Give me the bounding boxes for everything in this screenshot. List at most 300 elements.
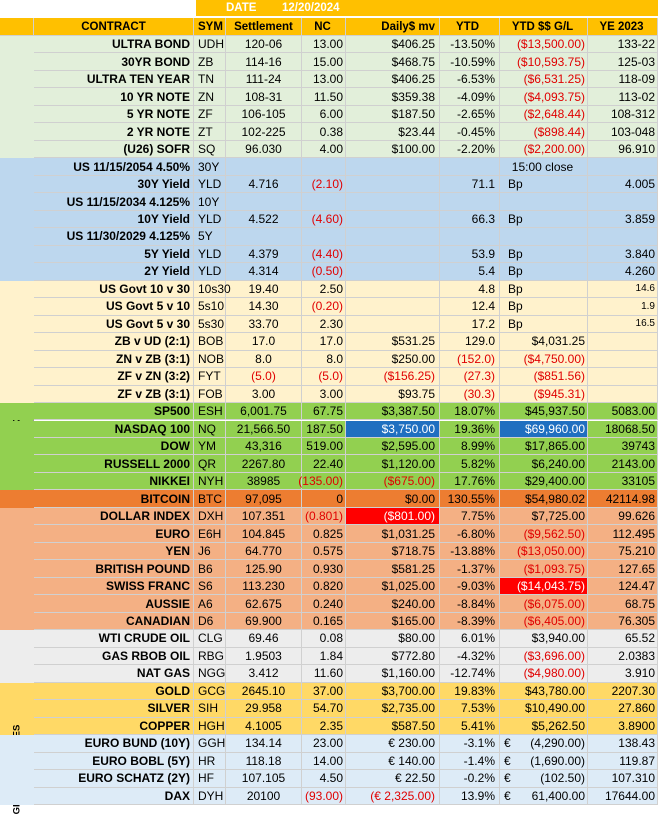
symbol-cell[interactable]: NGG [194,665,226,682]
daily-mv-cell[interactable]: $1,120.00 [346,455,440,472]
net-change-cell[interactable]: 11.50 [302,88,346,105]
symbol-cell[interactable]: GGH [194,735,226,752]
net-change-cell[interactable]: 37.00 [302,683,346,700]
ye-2023-cell[interactable]: 3.859 [588,211,658,228]
settlement-cell[interactable]: 134.14 [226,735,302,752]
daily-mv-cell[interactable]: $468.75 [346,53,440,70]
ye-2023-cell[interactable]: 133-22 [588,36,658,53]
ye-2023-cell[interactable] [588,351,658,368]
settlement-cell[interactable]: 69.900 [226,613,302,630]
ytd-gl-cell[interactable] [500,158,588,175]
symbol-cell[interactable]: 5s10 [194,298,226,315]
net-change-cell[interactable]: (135.00) [302,473,346,490]
ye-2023-cell[interactable]: 108-312 [588,106,658,123]
daily-mv-cell[interactable]: $359.38 [346,88,440,105]
ytd-cell[interactable] [440,386,500,403]
ye-2023-cell[interactable]: 75.210 [588,543,658,560]
contract-cell[interactable]: BRITISH POUND [34,560,194,577]
symbol-cell[interactable]: E6H [194,525,226,542]
ytd-cell[interactable] [440,403,500,420]
contract-cell[interactable]: ZF v ZB (3:1) [34,386,194,403]
symbol-cell[interactable]: YLD [194,246,226,263]
net-change-cell[interactable]: 11.60 [302,665,346,682]
ytd-cell[interactable] [440,665,500,682]
symbol-cell[interactable]: J6 [194,543,226,560]
contract-cell[interactable]: GOLD [34,683,194,700]
ytd-cell[interactable] [440,106,500,123]
ytd-cell[interactable] [440,333,500,350]
settlement-cell[interactable]: 21,566.50 [226,421,302,438]
ye-2023-cell[interactable] [588,368,658,385]
ytd-gl-cell[interactable] [500,316,588,333]
contract-cell[interactable]: EURO SCHATZ (2Y) [34,770,194,787]
settlement-cell[interactable]: 114-16 [226,53,302,70]
daily-mv-cell[interactable]: € 22.50 [346,770,440,787]
ytd-cell[interactable] [440,490,500,507]
ye-2023-cell[interactable]: 119.87 [588,753,658,770]
net-change-cell[interactable]: 22.40 [302,455,346,472]
ytd-cell[interactable] [440,421,500,438]
contract-cell[interactable]: NASDAQ 100 [34,421,194,438]
ytd-cell[interactable] [440,613,500,630]
ye-2023-cell[interactable]: 18068.50 [588,421,658,438]
contract-cell[interactable]: BITCOIN [34,490,194,507]
settlement-cell[interactable] [226,228,302,245]
ye-2023-cell[interactable]: 138.43 [588,735,658,752]
ytd-gl-cell[interactable] [500,228,588,245]
contract-cell[interactable]: YEN [34,543,194,560]
daily-mv-cell[interactable]: $587.50 [346,718,440,735]
contract-cell[interactable]: ULTRA TEN YEAR [34,71,194,88]
settlement-cell[interactable]: 69.46 [226,630,302,647]
ytd-gl-cell[interactable] [500,560,588,577]
ytd-gl-cell[interactable] [500,770,588,787]
settlement-cell[interactable]: 14.30 [226,298,302,315]
symbol-cell[interactable]: S6 [194,578,226,595]
ye-2023-cell[interactable]: 113-02 [588,88,658,105]
daily-mv-cell[interactable] [346,316,440,333]
ytd-gl-cell[interactable] [500,246,588,263]
contract-cell[interactable]: US 11/30/2029 4.125% [34,228,194,245]
contract-cell[interactable]: US Govt 5 v 30 [34,316,194,333]
net-change-cell[interactable]: 0.165 [302,613,346,630]
daily-mv-cell[interactable] [346,228,440,245]
symbol-cell[interactable]: BTC [194,490,226,507]
ytd-gl-cell[interactable] [500,595,588,612]
daily-mv-cell[interactable]: $406.25 [346,36,440,53]
ye-2023-cell[interactable]: 68.75 [588,595,658,612]
contract-cell[interactable]: US Govt 5 v 10 [34,298,194,315]
net-change-cell[interactable]: 14.00 [302,753,346,770]
ytd-cell[interactable] [440,298,500,315]
ytd-cell[interactable] [440,53,500,70]
date-value[interactable]: 12/20/2024 [282,2,340,14]
ytd-gl-cell[interactable] [500,281,588,298]
net-change-cell[interactable]: 13.00 [302,71,346,88]
daily-mv-cell[interactable]: ($156.25) [346,368,440,385]
ytd-gl-cell[interactable] [500,525,588,542]
daily-mv-cell[interactable]: $772.80 [346,648,440,665]
ytd-cell[interactable] [440,630,500,647]
ytd-gl-cell[interactable] [500,333,588,350]
net-change-cell[interactable]: (0.50) [302,263,346,280]
net-change-cell[interactable]: 4.00 [302,141,346,158]
contract-cell[interactable]: NIKKEI [34,473,194,490]
col-daily-mv[interactable]: Daily$ mv [346,18,440,36]
ye-2023-cell[interactable]: 17644.00 [588,788,658,805]
daily-mv-cell[interactable]: $3,700.00 [346,683,440,700]
net-change-cell[interactable]: 6.00 [302,106,346,123]
net-change-cell[interactable]: 2.35 [302,718,346,735]
ytd-gl-cell[interactable] [500,403,588,420]
settlement-cell[interactable]: 104.845 [226,525,302,542]
symbol-cell[interactable]: 5s30 [194,316,226,333]
symbol-cell[interactable]: QR [194,455,226,472]
contract-cell[interactable]: AUSSIE [34,595,194,612]
contract-cell[interactable]: EURO BOBL (5Y) [34,753,194,770]
ye-2023-cell[interactable]: 118-09 [588,71,658,88]
daily-mv-cell[interactable]: $406.25 [346,71,440,88]
settlement-cell[interactable]: 96.030 [226,141,302,158]
symbol-cell[interactable]: 5Y [194,228,226,245]
ytd-gl-cell[interactable] [500,36,588,53]
ytd-gl-cell[interactable] [500,123,588,140]
ytd-cell[interactable] [440,158,500,175]
ye-2023-cell[interactable]: 39743 [588,438,658,455]
net-change-cell[interactable] [302,228,346,245]
settlement-cell[interactable]: 8.0 [226,351,302,368]
symbol-cell[interactable]: YM [194,438,226,455]
settlement-cell[interactable]: 1.9503 [226,648,302,665]
settlement-cell[interactable]: 62.675 [226,595,302,612]
symbol-cell[interactable]: DXH [194,508,226,525]
settlement-cell[interactable] [226,158,302,175]
ye-2023-cell[interactable]: 65.52 [588,630,658,647]
contract-cell[interactable]: ZB v UD (2:1) [34,333,194,350]
net-change-cell[interactable]: (4.60) [302,211,346,228]
symbol-cell[interactable]: ZB [194,53,226,70]
contract-cell[interactable]: SWISS FRANC [34,578,194,595]
symbol-cell[interactable]: UDH [194,36,226,53]
ye-2023-cell[interactable]: 124.47 [588,578,658,595]
ytd-gl-cell[interactable] [500,176,588,193]
ye-2023-cell[interactable]: 125-03 [588,53,658,70]
settlement-cell[interactable]: 20100 [226,788,302,805]
settlement-cell[interactable]: 33.70 [226,316,302,333]
settlement-cell[interactable]: 107.351 [226,508,302,525]
daily-mv-cell[interactable]: ($675.00) [346,473,440,490]
ytd-cell[interactable] [440,316,500,333]
ytd-gl-cell[interactable] [500,351,588,368]
ytd-gl-cell[interactable] [500,718,588,735]
ye-2023-cell[interactable]: 1.9 [588,298,658,315]
daily-mv-cell[interactable]: $1,031.25 [346,525,440,542]
settlement-cell[interactable]: 29.958 [226,700,302,717]
ytd-cell[interactable] [440,508,500,525]
symbol-cell[interactable]: 10s30 [194,281,226,298]
daily-mv-cell[interactable] [346,211,440,228]
settlement-cell[interactable]: 3.00 [226,386,302,403]
ytd-gl-cell[interactable] [500,438,588,455]
settlement-cell[interactable]: 4.1005 [226,718,302,735]
ytd-cell[interactable] [440,368,500,385]
ytd-cell[interactable] [440,578,500,595]
ytd-gl-cell[interactable] [500,665,588,682]
net-change-cell[interactable]: (93.00) [302,788,346,805]
ye-2023-cell[interactable]: 127.65 [588,560,658,577]
symbol-cell[interactable]: FYT [194,368,226,385]
net-change-cell[interactable]: 2.50 [302,281,346,298]
col-contract[interactable]: CONTRACT [34,18,194,36]
daily-mv-cell[interactable]: $581.25 [346,560,440,577]
contract-cell[interactable]: 5Y Yield [34,246,194,263]
symbol-cell[interactable]: CLG [194,630,226,647]
ytd-cell[interactable] [440,718,500,735]
net-change-cell[interactable]: 0.930 [302,560,346,577]
daily-mv-cell[interactable]: $250.00 [346,351,440,368]
daily-mv-cell[interactable]: $531.25 [346,333,440,350]
settlement-cell[interactable]: (5.0) [226,368,302,385]
contract-cell[interactable]: US 11/15/2054 4.50% [34,158,194,175]
net-change-cell[interactable]: 519.00 [302,438,346,455]
ye-2023-cell[interactable]: 4.260 [588,263,658,280]
symbol-cell[interactable]: YLD [194,176,226,193]
ytd-cell[interactable] [440,543,500,560]
settlement-cell[interactable]: 108-31 [226,88,302,105]
ytd-cell[interactable] [440,211,500,228]
ytd-gl-cell[interactable] [500,735,588,752]
daily-mv-cell[interactable]: $0.00 [346,490,440,507]
ye-2023-cell[interactable]: 14.6 [588,281,658,298]
ye-2023-cell[interactable]: 2.0383 [588,648,658,665]
contract-cell[interactable]: NAT GAS [34,665,194,682]
symbol-cell[interactable]: DYH [194,788,226,805]
settlement-cell[interactable]: 4.379 [226,246,302,263]
daily-mv-cell[interactable] [346,281,440,298]
ytd-cell[interactable] [440,71,500,88]
ytd-gl-cell[interactable] [500,578,588,595]
symbol-cell[interactable]: 30Y [194,158,226,175]
ye-2023-cell[interactable]: 99.626 [588,508,658,525]
net-change-cell[interactable]: 0.38 [302,123,346,140]
ytd-cell[interactable] [440,560,500,577]
contract-cell[interactable]: EURO BUND (10Y) [34,735,194,752]
net-change-cell[interactable]: 1.84 [302,648,346,665]
ye-2023-cell[interactable]: 3.840 [588,246,658,263]
net-change-cell[interactable]: 15.00 [302,53,346,70]
contract-cell[interactable]: US Govt 10 v 30 [34,281,194,298]
daily-mv-cell[interactable]: $2,595.00 [346,438,440,455]
ytd-cell[interactable] [440,648,500,665]
ytd-gl-cell[interactable] [500,543,588,560]
ye-2023-cell[interactable]: 3.8900 [588,718,658,735]
ytd-gl-cell[interactable] [500,455,588,472]
ytd-gl-cell[interactable] [500,263,588,280]
net-change-cell[interactable]: (4.40) [302,246,346,263]
ye-2023-cell[interactable]: 3.910 [588,665,658,682]
col-nc[interactable]: NC [302,18,346,36]
ye-2023-cell[interactable]: 76.305 [588,613,658,630]
contract-cell[interactable]: 2Y Yield [34,263,194,280]
daily-mv-cell[interactable]: $93.75 [346,386,440,403]
ytd-gl-cell[interactable] [500,88,588,105]
ytd-gl-cell[interactable] [500,71,588,88]
settlement-cell[interactable]: 106-105 [226,106,302,123]
ytd-gl-cell[interactable] [500,508,588,525]
ytd-gl-cell[interactable] [500,211,588,228]
contract-cell[interactable]: DOW [34,438,194,455]
contract-cell[interactable]: DAX [34,788,194,805]
symbol-cell[interactable]: GCG [194,683,226,700]
settlement-cell[interactable]: 2267.80 [226,455,302,472]
net-change-cell[interactable]: 3.00 [302,386,346,403]
contract-cell[interactable]: 10Y Yield [34,211,194,228]
contract-cell[interactable]: COPPER [34,718,194,735]
symbol-cell[interactable]: HF [194,770,226,787]
contract-cell[interactable]: SILVER [34,700,194,717]
settlement-cell[interactable]: 102-225 [226,123,302,140]
net-change-cell[interactable]: 17.0 [302,333,346,350]
ytd-cell[interactable] [440,281,500,298]
ye-2023-cell[interactable] [588,193,658,210]
daily-mv-cell[interactable]: $1,025.00 [346,578,440,595]
contract-cell[interactable]: 2 YR NOTE [34,123,194,140]
col-sym[interactable]: SYM [194,18,226,36]
ye-2023-cell[interactable]: 27.860 [588,700,658,717]
settlement-cell[interactable]: 3.412 [226,665,302,682]
symbol-cell[interactable]: D6 [194,613,226,630]
net-change-cell[interactable]: 187.50 [302,421,346,438]
settlement-cell[interactable] [226,193,302,210]
ytd-cell[interactable] [440,525,500,542]
settlement-cell[interactable]: 19.40 [226,281,302,298]
ytd-cell[interactable] [440,753,500,770]
net-change-cell[interactable]: 4.50 [302,770,346,787]
ytd-cell[interactable] [440,228,500,245]
ytd-cell[interactable] [440,193,500,210]
net-change-cell[interactable]: (2.10) [302,176,346,193]
contract-cell[interactable]: GAS RBOB OIL [34,648,194,665]
daily-mv-cell[interactable]: € 230.00 [346,735,440,752]
daily-mv-cell[interactable]: $187.50 [346,106,440,123]
symbol-cell[interactable]: ZN [194,88,226,105]
symbol-cell[interactable]: HR [194,753,226,770]
ytd-cell[interactable] [440,788,500,805]
symbol-cell[interactable]: SIH [194,700,226,717]
ytd-gl-cell[interactable] [500,753,588,770]
daily-mv-cell[interactable]: $100.00 [346,141,440,158]
daily-mv-cell[interactable]: $240.00 [346,595,440,612]
net-change-cell[interactable]: 23.00 [302,735,346,752]
settlement-cell[interactable]: 17.0 [226,333,302,350]
settlement-cell[interactable]: 2645.10 [226,683,302,700]
contract-cell[interactable]: (U26) SOFR [34,141,194,158]
ytd-gl-cell[interactable] [500,193,588,210]
col-ytd-gl[interactable]: YTD $$ G/L [500,18,588,36]
ytd-gl-cell[interactable] [500,613,588,630]
contract-cell[interactable]: 30YR BOND [34,53,194,70]
contract-cell[interactable]: ZN v ZB (3:1) [34,351,194,368]
ytd-gl-cell[interactable] [500,490,588,507]
ytd-cell[interactable] [440,770,500,787]
ye-2023-cell[interactable]: 107.310 [588,770,658,787]
settlement-cell[interactable]: 113.230 [226,578,302,595]
ye-2023-cell[interactable]: 112.495 [588,525,658,542]
daily-mv-cell[interactable]: ($801.00) [346,508,440,525]
ye-2023-cell[interactable]: 103-048 [588,123,658,140]
ye-2023-cell[interactable] [588,228,658,245]
ye-2023-cell[interactable]: 33105 [588,473,658,490]
settlement-cell[interactable]: 4.314 [226,263,302,280]
settlement-cell[interactable]: 43,316 [226,438,302,455]
ytd-gl-cell[interactable] [500,473,588,490]
daily-mv-cell[interactable]: (€ 2,325.00) [346,788,440,805]
ytd-gl-cell[interactable] [500,386,588,403]
ytd-gl-cell[interactable] [500,683,588,700]
ytd-gl-cell[interactable] [500,141,588,158]
symbol-cell[interactable]: B6 [194,560,226,577]
ytd-cell[interactable] [440,141,500,158]
contract-cell[interactable]: WTI CRUDE OIL [34,630,194,647]
net-change-cell[interactable]: 0.820 [302,578,346,595]
daily-mv-cell[interactable] [346,193,440,210]
contract-cell[interactable]: SP500 [34,403,194,420]
net-change-cell[interactable]: (5.0) [302,368,346,385]
daily-mv-cell[interactable]: € 140.00 [346,753,440,770]
symbol-cell[interactable]: FOB [194,386,226,403]
contract-cell[interactable]: 30Y Yield [34,176,194,193]
symbol-cell[interactable]: 10Y [194,193,226,210]
daily-mv-cell[interactable]: $23.44 [346,123,440,140]
daily-mv-cell[interactable]: $3,750.00 [346,421,440,438]
ytd-cell[interactable] [440,176,500,193]
ytd-cell[interactable] [440,735,500,752]
net-change-cell[interactable] [302,193,346,210]
ytd-cell[interactable] [440,595,500,612]
daily-mv-cell[interactable]: $3,387.50 [346,403,440,420]
ye-2023-cell[interactable]: 2143.00 [588,455,658,472]
net-change-cell[interactable]: 13.00 [302,36,346,53]
net-change-cell[interactable]: (0.20) [302,298,346,315]
ytd-gl-cell[interactable] [500,648,588,665]
ytd-gl-cell[interactable] [500,106,588,123]
symbol-cell[interactable]: A6 [194,595,226,612]
daily-mv-cell[interactable]: $2,735.00 [346,700,440,717]
ye-2023-cell[interactable]: 96.910 [588,141,658,158]
net-change-cell[interactable] [302,158,346,175]
settlement-cell[interactable]: 120-06 [226,36,302,53]
daily-mv-cell[interactable]: $165.00 [346,613,440,630]
ye-2023-cell[interactable]: 16.5 [588,316,658,333]
ytd-cell[interactable] [440,455,500,472]
contract-cell[interactable]: 5 YR NOTE [34,106,194,123]
ytd-cell[interactable] [440,123,500,140]
symbol-cell[interactable]: TN [194,71,226,88]
settlement-cell[interactable]: 4.522 [226,211,302,228]
ytd-gl-cell[interactable] [500,368,588,385]
daily-mv-cell[interactable]: $1,160.00 [346,665,440,682]
symbol-cell[interactable]: HGH [194,718,226,735]
symbol-cell[interactable]: NOB [194,351,226,368]
col-settlement[interactable]: Settlement [226,18,302,36]
net-change-cell[interactable]: 0.08 [302,630,346,647]
ytd-cell[interactable] [440,700,500,717]
net-change-cell[interactable]: 2.30 [302,316,346,333]
settlement-cell[interactable]: 64.770 [226,543,302,560]
symbol-cell[interactable]: ESH [194,403,226,420]
contract-cell[interactable]: CANADIAN [34,613,194,630]
settlement-cell[interactable]: 107.105 [226,770,302,787]
